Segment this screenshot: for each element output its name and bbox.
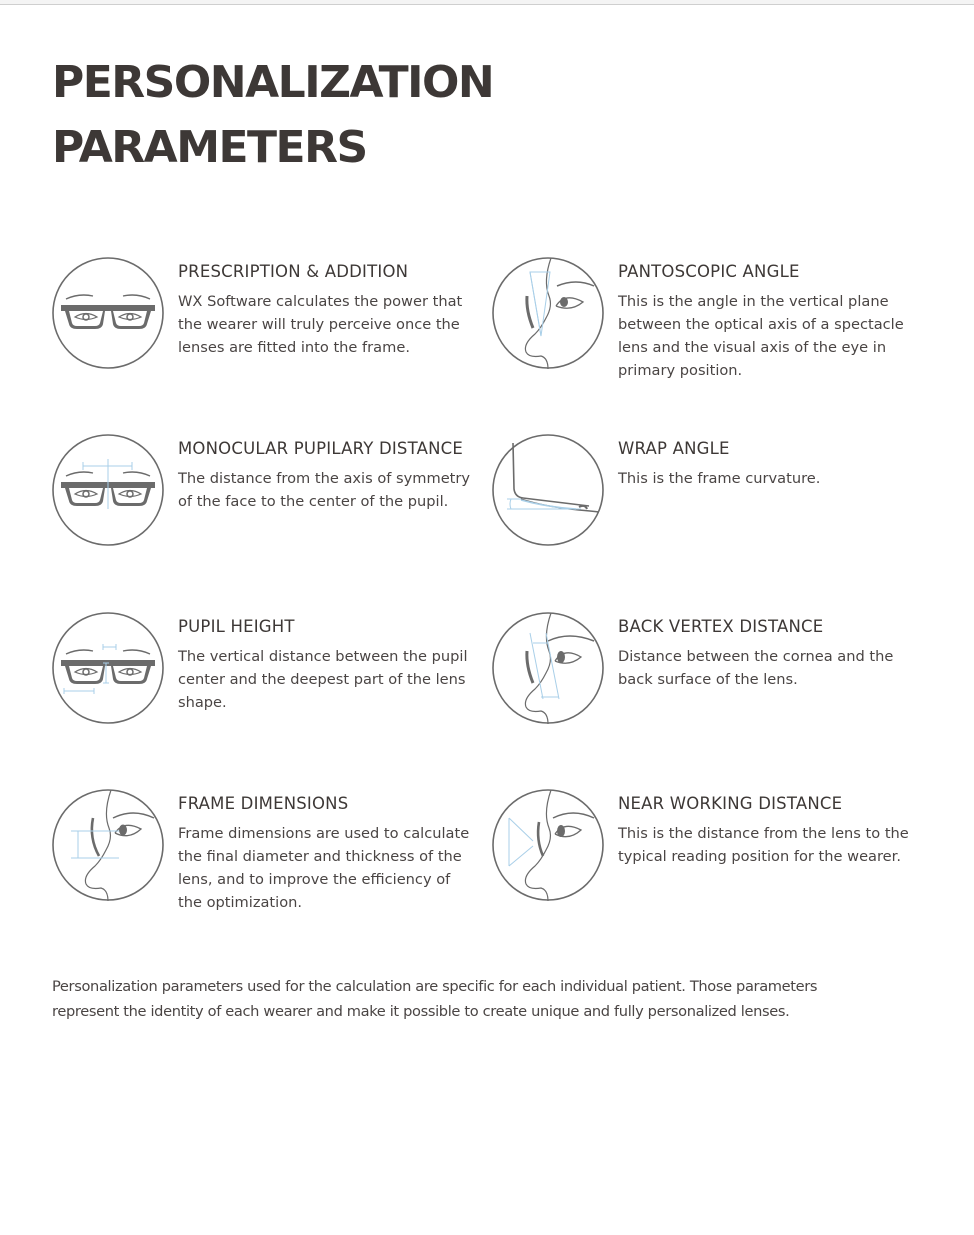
parameter-pupil-height	[51, 611, 481, 761]
parameter-frame-dimensions	[51, 788, 481, 938]
parameter-description: The distance from the axis of symmetry of the face to the center of the pupil.	[178, 470, 471, 510]
parameter-description: This is the distance from the lens to the typical reading position for the wearer.	[618, 825, 909, 865]
near-distance-profile-icon	[491, 788, 605, 902]
page-title-line-2: PARAMETERS	[52, 122, 367, 173]
parameter-description: WX Software calculates the power that the wearer will truly perceive once the lenses are fitted into the frame.	[178, 293, 463, 356]
page-title	[52, 50, 493, 180]
parameter-near-working-distance	[491, 788, 921, 938]
parameter-title: WRAP ANGLE	[618, 439, 730, 458]
parameter-monocular-pupilary-distance	[51, 433, 481, 583]
wrap-angle-icon	[491, 433, 605, 547]
parameter-description: Frame dimensions are used to calculate the final diameter and thickness of the lens, and to improve the efficiency of the optimization.	[178, 825, 470, 911]
parameter-description: This is the angle in the vertical plane between the optical axis of a spectacle lens and the visual axis of the eye in primary position.	[618, 293, 904, 379]
parameter-title: PUPIL HEIGHT	[178, 617, 295, 636]
pantoscopic-angle-profile-icon	[491, 256, 605, 370]
parameter-prescription-addition	[51, 256, 481, 406]
parameter-title: MONOCULAR PUPILARY DISTANCE	[178, 439, 463, 458]
parameter-title: PANTOSCOPIC ANGLE	[618, 262, 800, 281]
parameter-description: Distance between the cornea and the back surface of the lens.	[618, 648, 894, 688]
back-vertex-profile-icon	[491, 611, 605, 725]
parameter-title: BACK VERTEX DISTANCE	[618, 617, 824, 636]
frame-dimensions-profile-icon	[51, 788, 165, 902]
page-title-line-1: PERSONALIZATION	[52, 57, 494, 108]
parameter-title: PRESCRIPTION & ADDITION	[178, 262, 409, 281]
glasses-pupillary-distance-icon	[51, 433, 165, 547]
parameter-wrap-angle	[491, 433, 921, 583]
parameter-title: FRAME DIMENSIONS	[178, 794, 349, 813]
parameter-description: This is the frame curvature.	[618, 470, 821, 487]
glasses-pupil-height-icon	[51, 611, 165, 725]
parameter-description: The vertical distance between the pupil center and the deepest part of the lens shape.	[178, 648, 468, 711]
parameter-back-vertex-distance	[491, 611, 921, 761]
footer-note: Personalization parameters used for the calculation are specific for each individual patient. Those parameters represent the identity of each wearer and make it possible to create unique and fully personalized lenses.	[52, 978, 818, 1020]
glasses-front-icon	[51, 256, 165, 370]
parameter-pantoscopic-angle	[491, 256, 921, 406]
top-border	[0, 0, 974, 5]
parameter-title: NEAR WORKING DISTANCE	[618, 794, 843, 813]
